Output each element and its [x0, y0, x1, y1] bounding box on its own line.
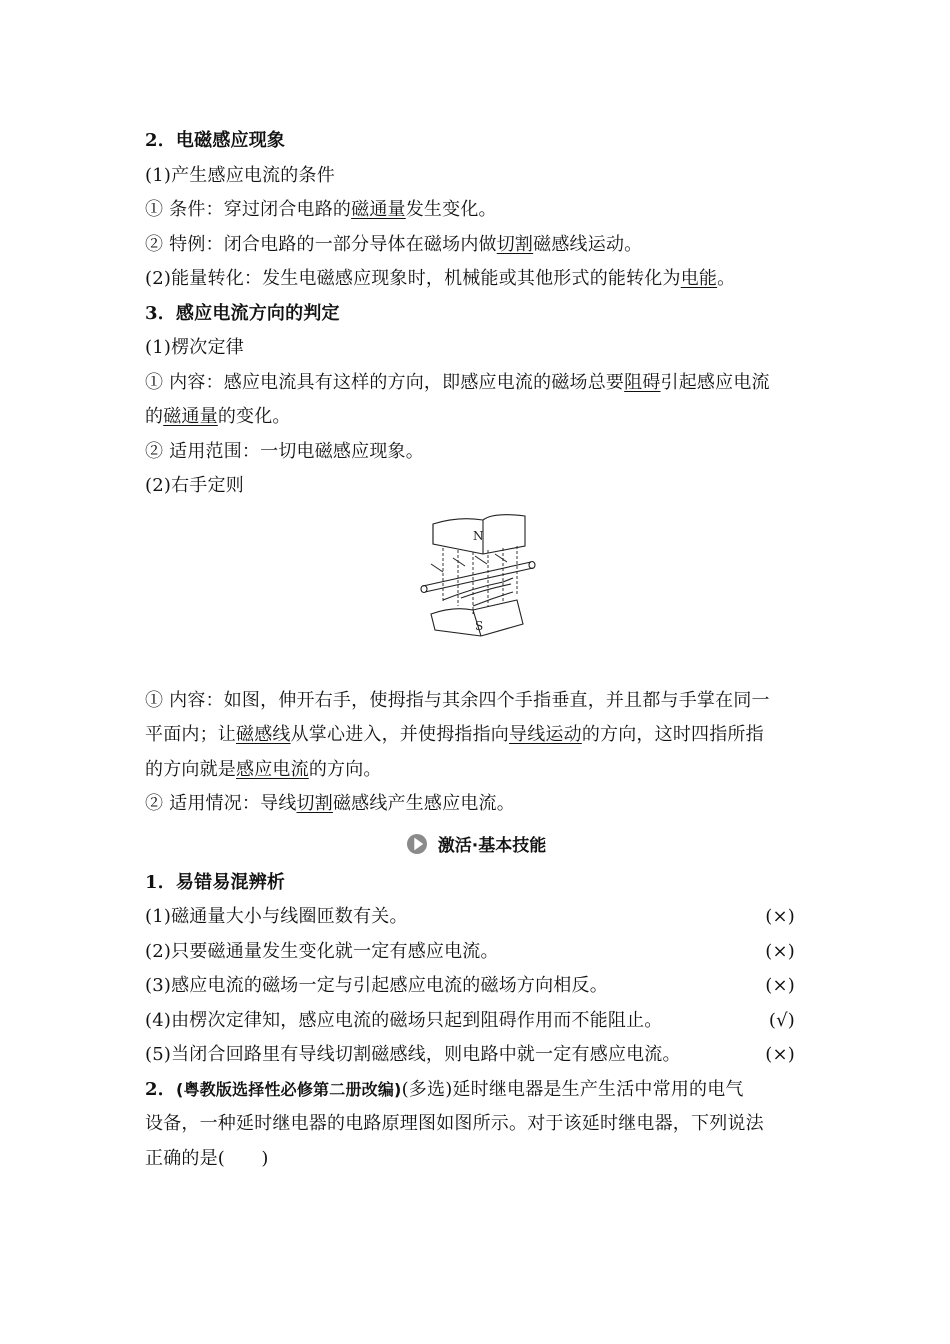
text: 。 [717, 268, 736, 289]
text: 的方向。 [308, 758, 382, 780]
document-page [145, 124, 807, 1176]
underlined-term: 切割 [296, 793, 333, 814]
text: 的变化。 [217, 406, 291, 427]
answer-mark: (×) [765, 975, 795, 996]
text: 平面内；让 [145, 724, 236, 745]
right-hand-rule-figure [145, 504, 807, 684]
underlined-term: 电能 [680, 268, 718, 289]
play-circle-icon [406, 833, 428, 855]
underlined-term: 阻碍 [624, 371, 661, 393]
text: ② 适用情况：导线 [145, 793, 297, 814]
underlined-term: 感应电流 [236, 758, 309, 780]
text: ② 特例：闭合电路的一部分导体在磁场内做 [145, 233, 497, 255]
section-heading: 1．易错易混辨析 [145, 871, 286, 893]
text: 从掌心进入，并使拇指指向 [290, 724, 510, 745]
subheading: (1)楞次定律 [145, 337, 244, 358]
paragraph: 正确的是( ) [145, 1147, 269, 1169]
judgement-item [145, 969, 807, 1004]
statement: (2)只要磁通量发生变化就一定有感应电流。 [145, 940, 499, 962]
statement: (4)由楞次定律知，感应电流的磁场只起到阻碍作用而不能阻止。 [145, 1009, 663, 1031]
text: 的方向，这时四指所指 [581, 724, 764, 745]
paragraph [145, 193, 807, 228]
section-heading: 3．感应电流方向的判定 [145, 302, 340, 324]
underlined-term: 切割 [496, 233, 534, 255]
question-number: 2． [145, 1078, 176, 1100]
underlined-term: 磁感线 [236, 724, 291, 745]
text: 发生变化。 [405, 199, 497, 220]
section-banner [145, 822, 807, 866]
paragraph: ① 内容：如图，伸开右手，使拇指与其余四个手指垂直，并且都与手掌在同一 [145, 689, 770, 711]
magnet-hand-diagram-icon [413, 506, 543, 656]
underlined-term: 磁通量 [351, 199, 406, 220]
text: 的 [145, 406, 164, 427]
answer-mark: (√) [768, 1009, 795, 1031]
question-2 [145, 1073, 807, 1108]
svg-text:N: N [473, 528, 484, 543]
svg-text:S: S [475, 618, 484, 633]
judgement-item [145, 1004, 807, 1039]
text: ① 条件：穿过闭合电路的 [145, 199, 352, 220]
underlined-term: 导线运动 [509, 724, 582, 745]
paragraph [145, 753, 807, 788]
section-heading: 2．电磁感应现象 [145, 130, 286, 151]
statement: (1)磁通量大小与线圈匝数有关。 [145, 906, 408, 927]
judgement-item [145, 935, 807, 970]
statement: (3)感应电流的磁场一定与引起感应电流的磁场方向相反。 [145, 975, 608, 996]
text: (2)能量转化：发生电磁感应现象时，机械能或其他形式的能转化为 [145, 268, 681, 289]
judgement-item [145, 1038, 807, 1073]
paragraph: 设备，一种延时继电器的电路原理图如图所示。对于该延时继电器，下列说法 [145, 1113, 764, 1134]
paragraph [145, 366, 807, 401]
subheading: (2)右手定则 [145, 475, 244, 496]
paragraph [145, 228, 807, 263]
text: 的方向就是 [145, 758, 236, 780]
answer-mark: (×) [765, 940, 795, 962]
text: ① 内容：感应电流具有这样的方向，即感应电流的磁场总要 [145, 371, 625, 393]
answer-mark: (×) [765, 906, 795, 927]
subheading: (1)产生感应电流的条件 [145, 164, 335, 186]
underlined-term: 磁通量 [163, 406, 218, 427]
text: (多选)延时继电器是生产生活中常用的电气 [401, 1078, 744, 1100]
text: 引起感应电流 [660, 371, 770, 393]
paragraph [145, 787, 807, 822]
paragraph [145, 262, 807, 297]
text: 磁感线产生感应电流。 [332, 793, 515, 814]
paragraph: ② 适用范围：一切电磁感应现象。 [145, 440, 424, 462]
judgement-item [145, 900, 807, 935]
text: 磁感线运动。 [533, 233, 643, 255]
question-source: (粤教版选择性必修第二册改编) [175, 1079, 402, 1099]
paragraph [145, 718, 807, 753]
answer-mark: (×) [765, 1044, 795, 1065]
banner-label: 激活·基本技能 [437, 836, 547, 856]
paragraph [145, 400, 807, 435]
statement: (5)当闭合回路里有导线切割磁感线，则电路中就一定有感应电流。 [145, 1044, 681, 1065]
